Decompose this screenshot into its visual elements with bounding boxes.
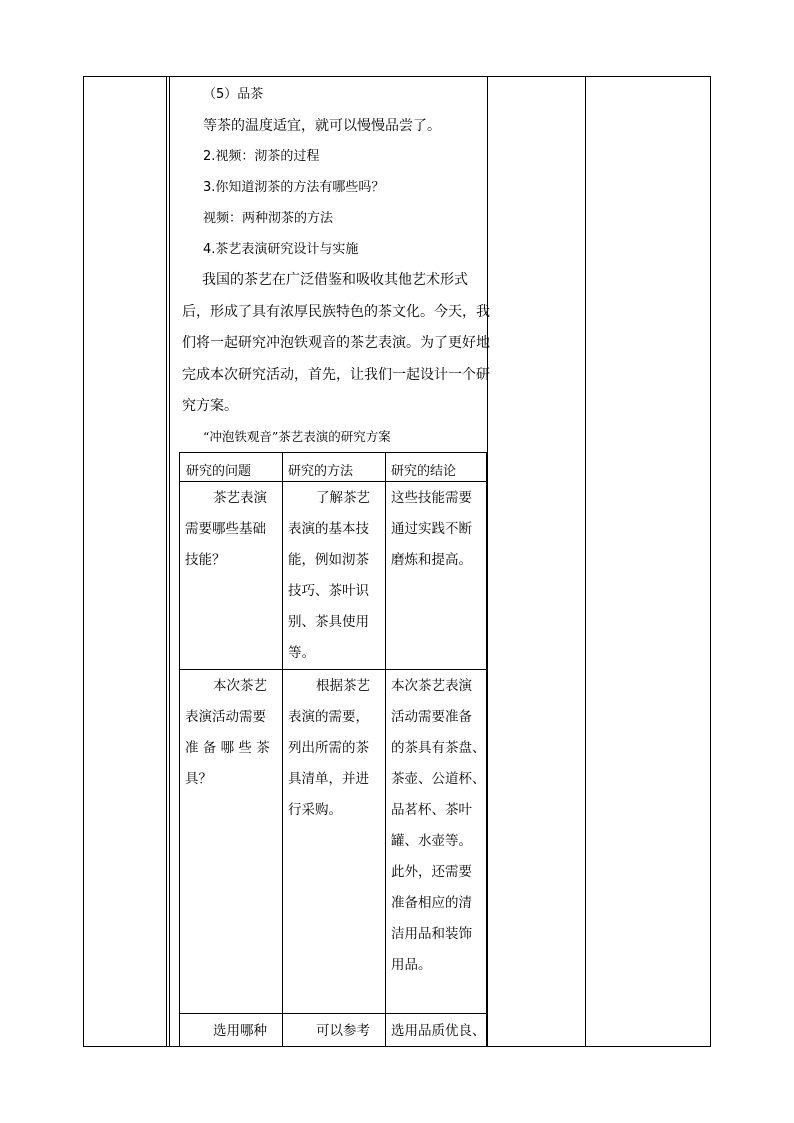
intro-line: 完成本次研究活动，首先，让我们一起设计一个研 (182, 366, 490, 383)
row1-question: 茶艺表演 需要哪些基础 技能？ (185, 490, 267, 568)
header-question: 研究的问题 (186, 464, 252, 479)
column-divider (585, 77, 586, 1046)
header-conclusion: 研究的结论 (391, 464, 457, 479)
row2-question: 本次茶艺 表演活动需要 准 备 哪 些 茶 具？ (185, 678, 270, 787)
item-video-methods: 视频：两种沏茶的方法 (203, 211, 334, 226)
research-plan-table (179, 452, 487, 1047)
header-method: 研究的方法 (288, 464, 354, 479)
row1-conclusion: 这些技能需要 通过实践不断 磨炼和提高。 (391, 490, 472, 568)
column-divider (166, 77, 167, 1046)
row3-conclusion: 选用品质优良、 (391, 1023, 486, 1039)
table-caption: “冲泡铁观音”茶艺表演的研究方案 (203, 429, 391, 444)
row-divider (180, 1013, 486, 1014)
item-video-process: 2.视频：沏茶的过程 (203, 149, 320, 164)
row-divider (180, 481, 486, 482)
column-divider (169, 77, 170, 1046)
row1-method: 了解茶艺 表演的基本技 能，例如沏茶 技巧、茶叶识 别、茶具使用 等。 (288, 490, 370, 661)
row2-conclusion: 本次茶艺表演 活动需要准备 的茶具有茶盘、 茶壶、公道杯、 品茗杯、茶叶 罐、水壶等。 此外，还需要 准备相应的清 洁用品和装饰 用品。 (391, 678, 486, 973)
item-question-methods: 3.你知道沏茶的方法有哪些吗？ (203, 180, 385, 195)
intro-line: 们将一起研究冲泡铁观音的茶艺表演。为了更好地 (182, 335, 490, 351)
intro-line: 究方案。 (182, 398, 238, 414)
row-divider (180, 669, 486, 670)
intro-line: 我国的茶艺在广泛借鉴和吸收其他艺术形式 (202, 272, 468, 288)
row2-method: 根据茶艺 表演的需要， 列出所需的茶 具清单，并进 行采购。 (288, 678, 370, 818)
row3-method: 可以参考 (316, 1023, 370, 1039)
column-divider (487, 77, 488, 1046)
column-divider (282, 453, 283, 1047)
step-tasting: （5）品茶 (203, 87, 264, 102)
item-research-design: 4.茶艺表演研究设计与实施 (203, 242, 359, 257)
step-tasting-desc: 等茶的温度适宜，就可以慢慢品尝了。 (203, 118, 441, 134)
intro-line: 后，形成了具有浓厚民族特色的茶文化。今天，我 (182, 303, 490, 320)
column-divider (385, 453, 386, 1047)
row3-question: 选用哪种 (213, 1023, 267, 1039)
intro-paragraph (182, 265, 490, 423)
